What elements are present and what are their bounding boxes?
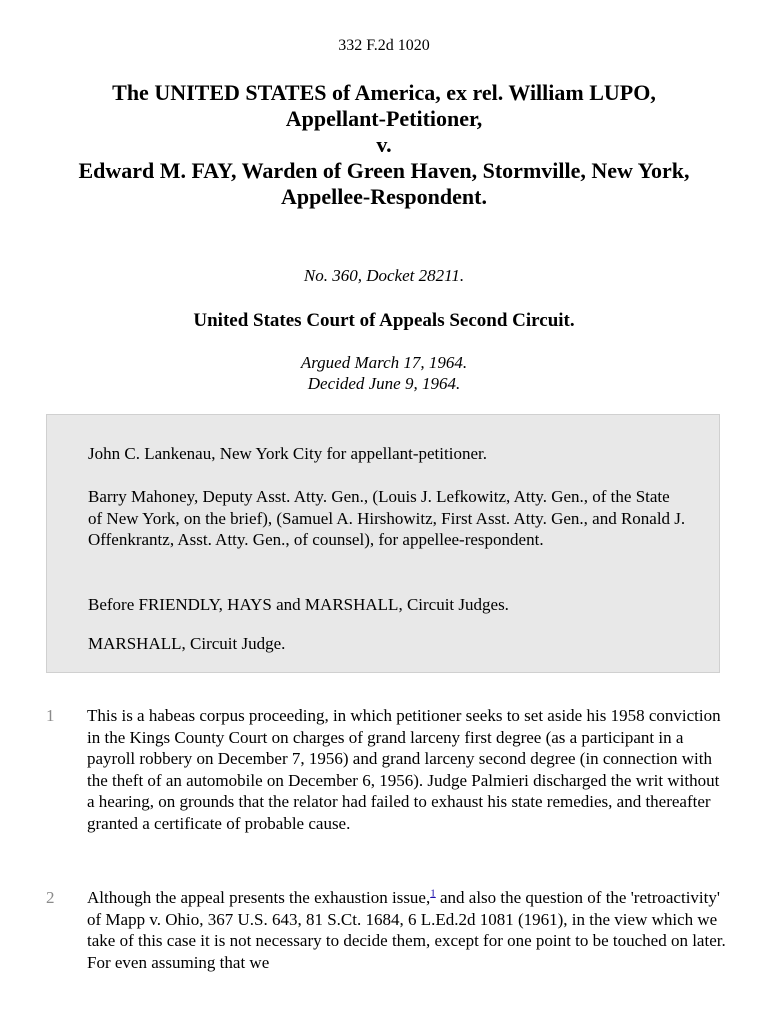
title-defendant: Edward M. FAY, Warden of Green Haven, Stormville, New York, (78, 158, 690, 183)
panel-judges: Before FRIENDLY, HAYS and MARSHALL, Circuit Judges. (88, 595, 509, 614)
title-versus: v. (376, 132, 392, 157)
paragraph-number: 2 (46, 888, 55, 907)
paragraph-text-rest: and also the question of the 'retroactivity' of Mapp v. Ohio, 367 U.S. 643, 81 S.Ct. 1684, 6 L.Ed.2d 1081 (1961), in the view which we take of this case it is not necessary to decide them, except for one point to be touched on later. For even assuming that we (87, 888, 726, 972)
case-citation: 332 F.2d 1020 (338, 37, 430, 54)
title-plaintiff: The UNITED STATES of America, ex rel. William LUPO, (112, 80, 656, 105)
paragraph-number: 1 (46, 706, 55, 725)
counsel-panel (46, 414, 720, 673)
case-dates (0, 352, 768, 394)
appellant-counsel: John C. Lankenau, New York City for appellant-petitioner. (88, 444, 487, 463)
footnote-link[interactable]: 1 (430, 887, 436, 900)
title-defendant-role: Appellee-Respondent. (281, 184, 487, 209)
paragraph-text (87, 887, 727, 973)
paragraph-text: This is a habeas corpus proceeding, in which petitioner seeks to set aside his 1958 conviction in the Kings County Court on charges of grand larceny first degree (as a participant in a payroll robbery on December 7, 1956) and grand larceny second degree (in connection with the theft of an automobile on December 6, 1956). Judge Palmieri discharged the writ without a hearing, on grounds that the relator had failed to exhaust his state remedies, and thereafter granted a certificate of probable cause. (87, 706, 721, 833)
case-title (40, 80, 728, 210)
opinion-author: MARSHALL, Circuit Judge. (88, 634, 286, 653)
appellee-counsel: Barry Mahoney, Deputy Asst. Atty. Gen., (Louis J. Lefkowitz, Atty. Gen., of the State of New York, on the brief), (Samuel A. Hirshowitz, First Asst. Atty. Gen., and Ronald J. Offenkrantz, Asst. Atty. Gen., of counsel), for appellee-respondent. (88, 487, 686, 549)
court-name: United States Court of Appeals Second Circuit. (193, 310, 575, 331)
decided-date: Decided June 9, 1964. (307, 374, 461, 393)
argued-date: Argued March 17, 1964. (300, 353, 468, 372)
title-plaintiff-role: Appellant-Petitioner, (285, 106, 483, 131)
docket-number: No. 360, Docket 28211. (303, 266, 465, 285)
paragraph-text-start: Although the appeal presents the exhaustion issue, (87, 888, 431, 907)
